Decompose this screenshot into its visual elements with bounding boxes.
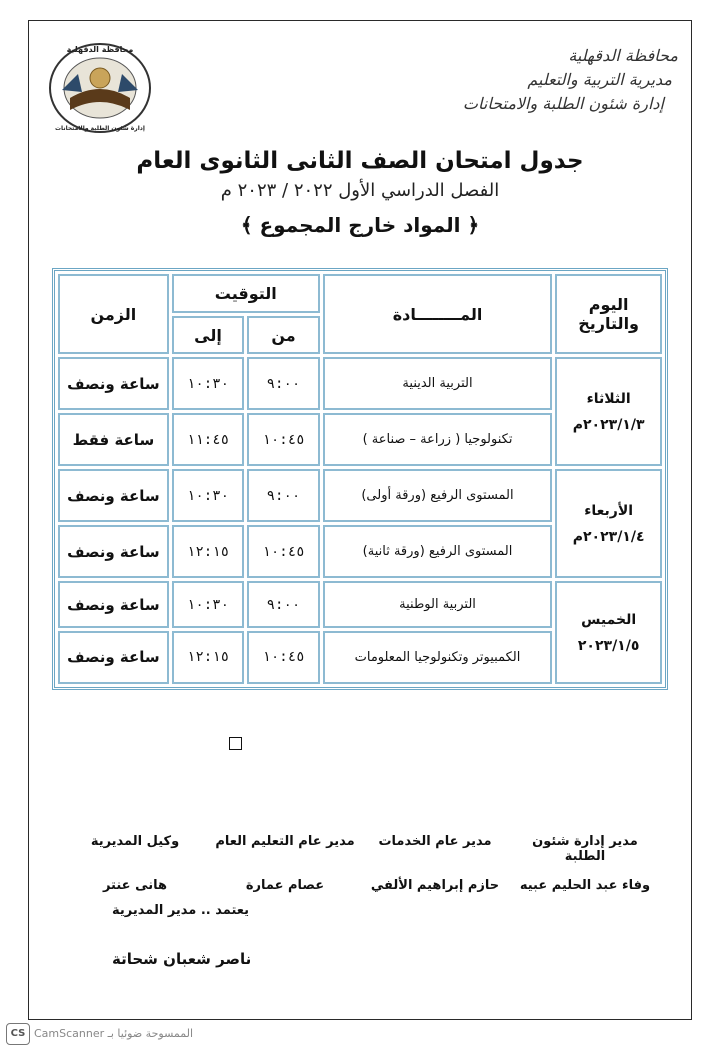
day-date: ٢٠٢٣/١/٣م [572, 416, 645, 433]
directorate-logo [48, 40, 152, 136]
header-subject: المــــــــادة [323, 274, 553, 354]
time-from-cell: ١٠:٤٥ [247, 631, 319, 684]
header-to: إلى [172, 316, 244, 355]
header-day-date: اليوم والتاريخ [555, 274, 662, 354]
header-letterhead [428, 44, 678, 116]
signature-title: وكيل المديرية [90, 834, 180, 849]
time-from-cell: ٩:٠٠ [247, 469, 319, 522]
day-name: الثلاثاء [586, 390, 631, 407]
exam-table [52, 268, 668, 690]
time-from-cell: ٩:٠٠ [247, 357, 319, 410]
logo-bottom-text: إدارة شئون الطلبة والامتحانات [55, 125, 145, 132]
signature-name: وفاء عبد الحليم عبيه [519, 878, 651, 893]
semester-label: الفصل الدراسي الأول ٢٠٢٢ / ٢٠٢٣ م [220, 180, 500, 201]
camscanner-label: الممسوحة ضوئيا بـ CamScanner [34, 1027, 194, 1040]
signature-name: هانى عنتر [102, 878, 168, 893]
duration-cell: ساعة ونصف [58, 469, 169, 522]
subject-cell: المستوى الرفيع (ورقة ثانية) [323, 525, 553, 578]
time-from-cell: ١٠:٤٥ [247, 413, 319, 466]
duration-cell: ساعة فقط [58, 413, 169, 466]
duration-cell: ساعة ونصف [58, 581, 169, 628]
time-to-cell: ١٢:١٥ [172, 631, 244, 684]
subtitle-label: ﴿ المواد خارج المجموع ﴾ [240, 213, 480, 237]
signature-title: مدير عام الخدمات [378, 834, 492, 849]
signature-title: مدير عام التعليم العام [215, 834, 355, 849]
day-cell [555, 581, 662, 684]
time-to-cell: ١٠:٣٠ [172, 469, 244, 522]
signature-title: مدير إدارة شئون الطلبة [532, 834, 638, 864]
duration-cell: ساعة ونصف [58, 631, 169, 684]
logo-top-text: محافظة الدقهلية [66, 45, 134, 54]
governorate-label: محافظة الدقهلية [568, 46, 678, 65]
day-cell [555, 469, 662, 578]
page-title: جدول امتحان الصف الثانى الثانوى العام [136, 148, 584, 174]
time-to-cell: ١٠:٣٠ [172, 581, 244, 628]
approver-name: ناصر شعبان شحاتة [112, 950, 252, 968]
signature-name: حازم إبراهيم الألفي [370, 878, 500, 893]
subject-cell: التربية الوطنية [323, 581, 553, 628]
day-cell [555, 357, 662, 466]
duration-cell: ساعة ونصف [58, 525, 169, 578]
signature-names-row [60, 878, 660, 893]
day-name: الخميس [581, 611, 637, 628]
time-from-cell: ٩:٠٠ [247, 581, 319, 628]
duration-cell: ساعة ونصف [58, 357, 169, 410]
time-to-cell: ١٢:١٥ [172, 525, 244, 578]
subject-cell: المستوى الرفيع (ورقة أولى) [323, 469, 553, 522]
day-date: ٢٠٢٣/١/٥ [577, 637, 640, 654]
header-duration: الزمن [58, 274, 169, 354]
header-timing: التوقيت [172, 274, 320, 313]
subject-cell: التربية الدينية [323, 357, 553, 410]
camscanner-logo: CS [6, 1023, 30, 1045]
header-from: من [247, 316, 319, 355]
approve-label: يعتمد .. مدير المديرية [112, 903, 250, 918]
department-label: إدارة شئون الطلبة والامتحانات [462, 94, 664, 113]
empty-checkbox[interactable] [229, 737, 242, 750]
time-to-cell: ١١:٤٥ [172, 413, 244, 466]
directorate-label: مديرية التربية والتعليم [527, 70, 672, 89]
subject-cell: الكمبيوتر وتكنولوجيا المعلومات [323, 631, 553, 684]
day-name: الأربعاء [584, 502, 634, 519]
time-from-cell: ١٠:٤٥ [247, 525, 319, 578]
signature-titles-row [60, 834, 660, 864]
day-date: ٢٠٢٣/١/٤م [572, 528, 645, 545]
time-to-cell: ١٠:٣٠ [172, 357, 244, 410]
subject-cell: تكنولوجيا ( زراعة – صناعة ) [323, 413, 553, 466]
signature-name: عصام عمارة [245, 878, 325, 893]
